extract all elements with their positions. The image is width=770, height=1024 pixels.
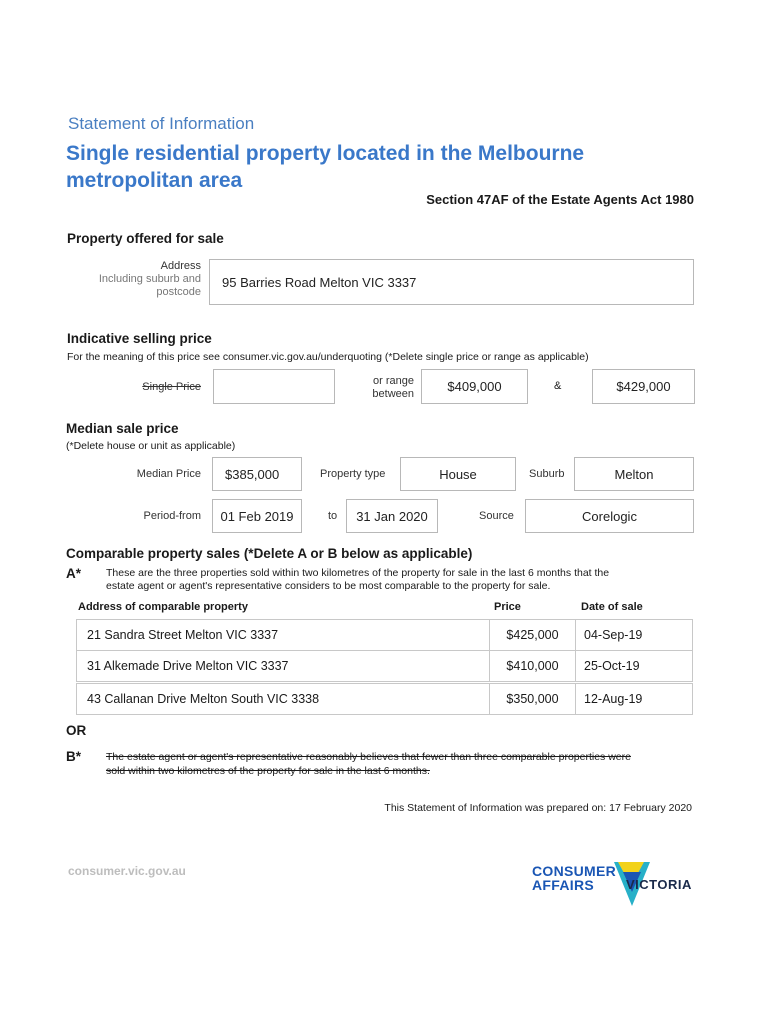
footer-url[interactable]: consumer.vic.gov.au xyxy=(68,864,186,878)
period-from-value: 01 Feb 2019 xyxy=(220,508,294,524)
logo-text-affairs: AFFAIRS xyxy=(532,877,594,893)
row-address: 31 Alkemade Drive Melton VIC 3337 xyxy=(87,659,289,673)
period-to-value: 31 Jan 2020 xyxy=(356,508,428,524)
range-ampersand: & xyxy=(554,380,562,392)
logo-text-victoria: VICTORIA xyxy=(626,877,692,892)
act-reference: Section 47AF of the Estate Agents Act 1980 xyxy=(426,192,694,207)
range-low-field[interactable] xyxy=(421,369,528,404)
range-low-value: $409,000 xyxy=(447,379,502,394)
col-header-address: Address of comparable property xyxy=(78,601,248,613)
indicative-price-heading: Indicative selling price xyxy=(67,331,212,346)
table-row xyxy=(76,619,693,651)
range-label-line2: between xyxy=(372,388,414,400)
address-label-line2: Including suburb and xyxy=(98,273,201,285)
source-label: Source xyxy=(479,510,514,522)
median-price-label: Median Price xyxy=(136,468,201,480)
suburb-field[interactable] xyxy=(574,457,694,491)
period-from-field[interactable] xyxy=(212,499,302,533)
option-a-text xyxy=(106,567,609,593)
logo-text-consumer: CONSUMER xyxy=(532,863,617,879)
row-address: 21 Sandra Street Melton VIC 3337 xyxy=(87,628,279,642)
suburb-value: Melton xyxy=(614,466,654,482)
row-address: 43 Callanan Drive Melton South VIC 3338 xyxy=(87,692,320,706)
single-price-label: Single Price xyxy=(142,381,201,393)
option-b-text xyxy=(106,750,631,778)
period-to-label: to xyxy=(328,510,338,522)
property-type-label: Property type xyxy=(320,468,386,480)
property-offered-heading: Property offered for sale xyxy=(67,231,224,246)
range-label xyxy=(345,375,414,401)
col-header-date: Date of sale xyxy=(581,601,643,613)
property-type-field[interactable] xyxy=(400,457,516,491)
option-b-text-line2: sold within two kilometres of the property for sale in the last 6 months. xyxy=(106,765,430,777)
address-label xyxy=(70,260,201,299)
median-note: (*Delete house or unit as applicable) xyxy=(66,440,236,452)
median-heading: Median sale price xyxy=(66,421,179,436)
row-date: 12-Aug-19 xyxy=(575,684,692,714)
option-b-text-line1: The estate agent or agent's representative reasonably believes that fewer than three comparable properties were xyxy=(106,751,631,763)
document-kicker: Statement of Information xyxy=(68,114,255,133)
consumer-affairs-logo xyxy=(530,860,700,910)
range-label-line1: or range xyxy=(373,375,414,387)
row-price: $410,000 xyxy=(489,651,575,681)
option-a-text-line1: These are the three properties sold within two kilometres of the property for sale in the last 6 months that the xyxy=(106,567,610,579)
row-price: $350,000 xyxy=(489,684,575,714)
period-to-field[interactable] xyxy=(346,499,438,533)
address-label-line1: Address xyxy=(160,260,201,272)
address-value: 95 Barries Road Melton VIC 3337 xyxy=(222,274,417,290)
single-price-field[interactable] xyxy=(213,369,335,404)
address-label-line3: postcode xyxy=(156,286,201,298)
row-price: $425,000 xyxy=(489,620,575,650)
document-title xyxy=(66,140,666,194)
table-row xyxy=(76,650,693,682)
or-label: OR xyxy=(66,723,87,738)
median-price-value: $385,000 xyxy=(225,466,280,482)
range-high-field[interactable] xyxy=(592,369,695,404)
col-header-price: Price xyxy=(494,601,521,613)
document-title-line2: metropolitan area xyxy=(66,169,243,192)
comparable-heading: Comparable property sales (*Delete A or B below as applicable) xyxy=(66,546,473,561)
property-type-value: House xyxy=(439,466,477,482)
document-title-line1: Single residential property located in the Melbourne xyxy=(66,142,585,165)
source-field[interactable] xyxy=(525,499,694,533)
suburb-label: Suburb xyxy=(529,468,565,480)
median-price-field[interactable] xyxy=(212,457,302,491)
row-date: 04-Sep-19 xyxy=(575,620,692,650)
table-row xyxy=(76,683,693,715)
option-a-marker: A* xyxy=(66,566,82,581)
option-b-marker: B* xyxy=(66,749,82,764)
address-field[interactable] xyxy=(209,259,694,305)
row-date: 25-Oct-19 xyxy=(575,651,692,681)
source-value: Corelogic xyxy=(582,508,637,524)
option-a-text-line2: estate agent or agent's representative considers to be most comparable to the property for sale. xyxy=(106,580,551,592)
indicative-price-note: For the meaning of this price see consumer.vic.gov.au/underquoting (*Delete single price or range as applicable) xyxy=(67,351,589,363)
range-high-value: $429,000 xyxy=(616,379,671,394)
prepared-date: This Statement of Information was prepared on: 17 February 2020 xyxy=(384,802,692,814)
period-from-label: Period-from xyxy=(143,510,201,522)
